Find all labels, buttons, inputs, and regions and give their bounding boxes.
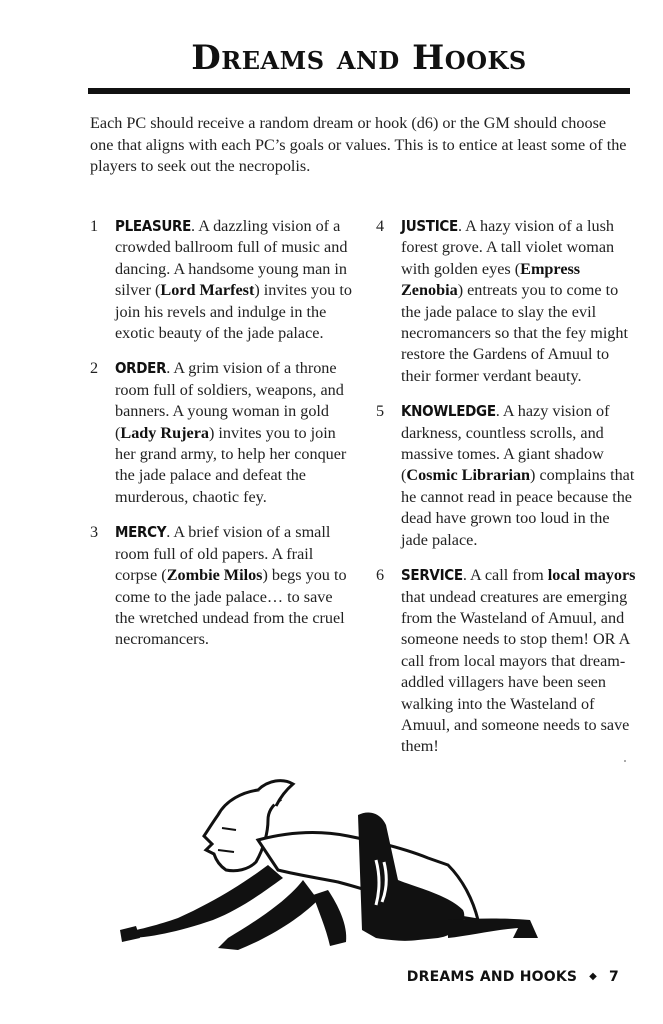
ghoul-leg-extended (448, 919, 538, 939)
page-footer (407, 969, 619, 985)
entry-heading: KNOWLEDGE (401, 402, 496, 421)
entry-number: 4 (376, 217, 385, 235)
entry-text: . A grim vision of a throne room full of soldiers, weapons, and banners. A young woman in gold ( (115, 359, 344, 442)
print-speck (624, 760, 626, 762)
entry-text: ) begs you to come to the jade palace… to save the wretched undead from the cruel necromancers. (115, 566, 347, 649)
intro-paragraph: Each PC should receive a random dream or hook (d6) or the GM should choose one that aligns with each PC’s goals or values. This is to entice at least some of the players to seek out the necropolis. (90, 114, 627, 175)
entry-heading: SERVICE (401, 566, 463, 585)
entry-npc: local mayors (547, 566, 636, 585)
entry-npc: Cosmic Librarian (406, 466, 531, 485)
entry-text: ) entreats you to come to the jade palace to slay the evil necromancers so that the fey might restore the Gardens of Amuul to their former verdant beauty. (401, 281, 628, 385)
page-number: 7 (609, 969, 619, 985)
entry-number: 5 (376, 402, 385, 421)
entry-number: 6 (376, 566, 385, 585)
title-rule (88, 88, 630, 94)
entry-npc: Zombie Milos (166, 566, 263, 585)
entry-number: 2 (90, 359, 99, 378)
entry-heading: PLEASURE (115, 217, 192, 235)
entry-number: 1 (90, 217, 99, 235)
footer-section-title: DREAMS AND HOOKS (406, 969, 578, 985)
entry-text: . A call from (462, 566, 548, 585)
page-title: Dreams and Hooks (191, 38, 527, 78)
entry-text: ) complains that he cannot read in peace because the dead have grown too loud in the jade palace. (401, 466, 635, 549)
entry-text: that undead creatures are emerging from the Wasteland of Amuul, and someone needs to stop them! OR A call from local mayors that dream-addled villagers have been seen walking into the Wasteland of Amuul, and someone needs to save them! (401, 587, 630, 756)
entry-number: 3 (90, 523, 99, 542)
entry-text: . A hazy vision of darkness, countless scrolls, and massive tomes. A giant shadow ( (401, 402, 610, 485)
entry-text: . A brief vision of a small room full of old papers. A frail corpse ( (115, 523, 331, 585)
ghoul-hand-front (120, 926, 140, 942)
dream-entry (90, 522, 352, 650)
entry-heading: ORDER (115, 359, 167, 378)
dream-entry (376, 401, 638, 551)
footer-separator-icon: ◆ (589, 971, 598, 982)
entry-text: ) invites you to join her grand army, to help her conquer the jade palace and defeat the murderous, chaotic fey. (115, 423, 347, 506)
entry-npc: Empress Zenobia (401, 259, 581, 300)
entry-heading: JUSTICE (401, 217, 458, 235)
crawling-ghoul-illustration (118, 770, 548, 970)
entry-text: ) invites you to join his revels and indulge in the exotic beauty of the jade palace. (115, 281, 352, 343)
dream-entry (90, 216, 352, 344)
dream-entry (90, 358, 352, 508)
dream-entry (376, 565, 638, 758)
entries-column-left (90, 216, 352, 665)
entry-npc: Lady Rujera (120, 423, 209, 442)
entries-column-right (376, 216, 638, 772)
entry-heading: MERCY (115, 523, 167, 542)
entry-text: . A dazzling vision of a crowded ballroom full of music and dancing. A handsome young man in silver ( (115, 217, 348, 300)
dream-entry (376, 216, 638, 387)
entry-npc: Lord Marfest (160, 281, 255, 300)
ghoul-leg-bent (313, 890, 346, 946)
entry-text: . A hazy vision of a lush forest grove. A tall violet woman with golden eyes ( (401, 217, 615, 278)
